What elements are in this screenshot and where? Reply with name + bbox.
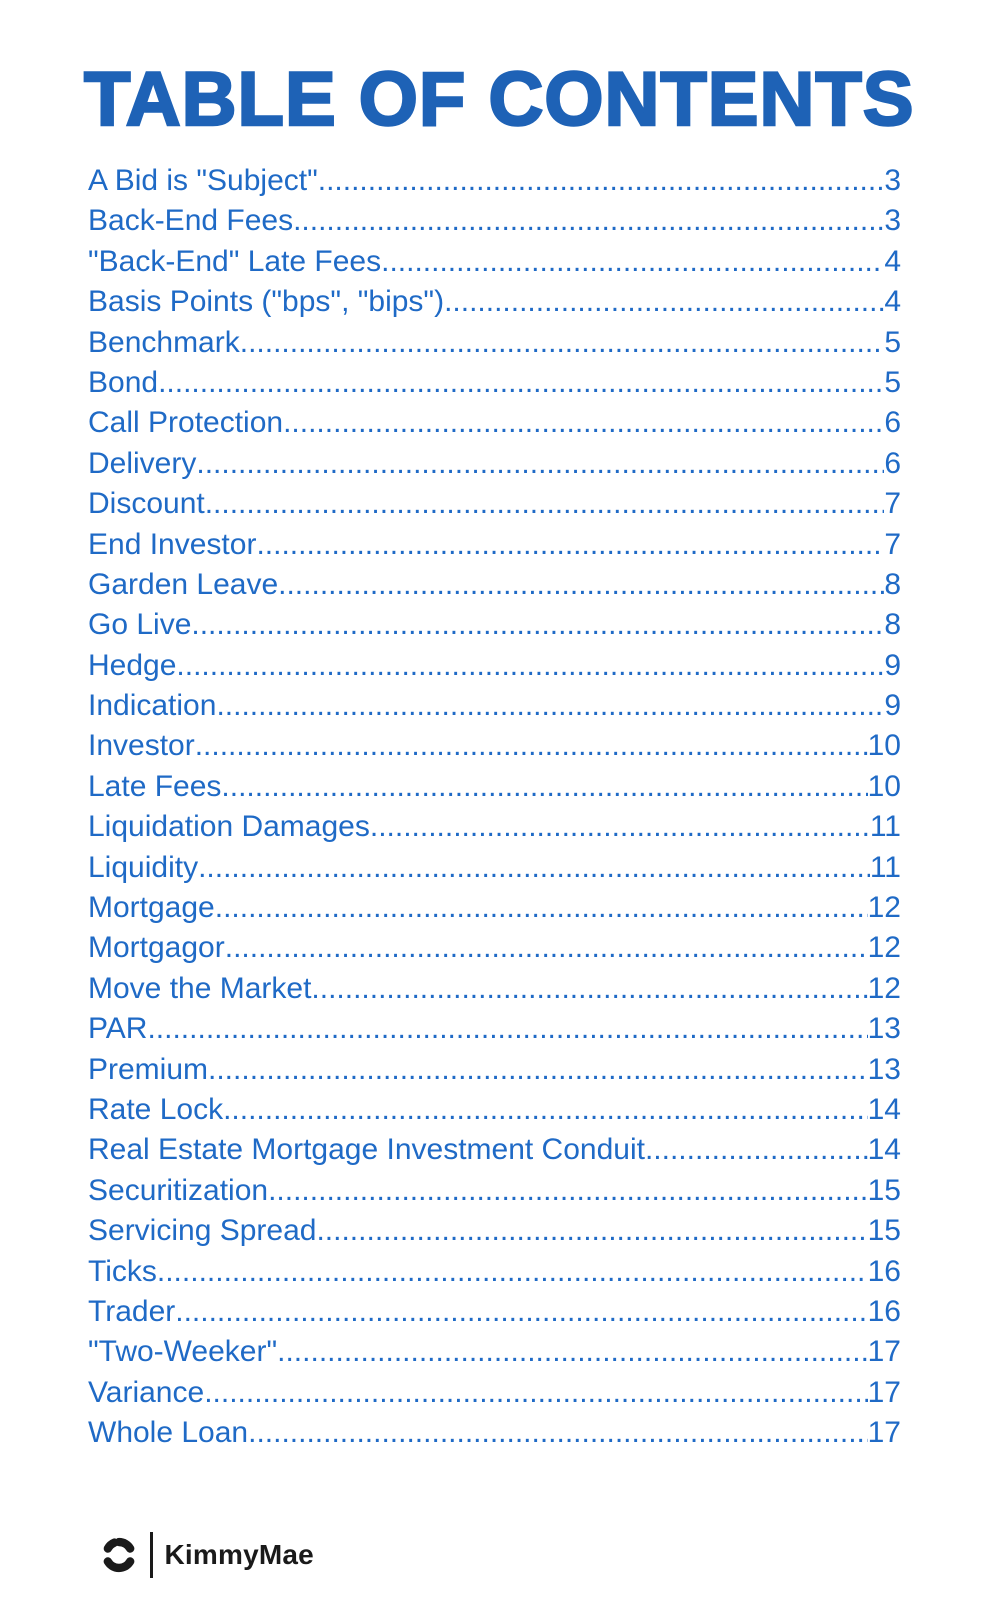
toc-entry-leader — [195, 729, 868, 763]
toc-entry-page: 11 — [869, 850, 901, 884]
toc-entry-leader — [318, 164, 885, 198]
toc-entry — [88, 729, 901, 769]
toc-entry — [88, 326, 901, 366]
toc-entry-leader — [268, 1174, 868, 1208]
toc-entry-label: Liquidation Damages — [88, 810, 370, 844]
toc-entry-leader — [198, 851, 870, 885]
toc-entry-leader — [191, 608, 884, 642]
toc-entry-label: Real Estate Mortgage Investment Conduit — [88, 1133, 645, 1167]
toc-entry-label: A Bid is "Subject" — [88, 164, 318, 197]
toc-entry — [88, 285, 901, 325]
toc-entry — [88, 689, 901, 729]
toc-entry — [88, 649, 901, 689]
toc-entry-label: Move the Market — [88, 971, 312, 1005]
toc-entry-leader — [175, 1295, 867, 1329]
toc-entry-leader — [278, 568, 884, 602]
toc-entry-leader — [248, 1416, 868, 1450]
toc-entry — [88, 972, 901, 1012]
toc-entry-page: 3 — [884, 164, 901, 197]
toc-entry — [88, 1012, 901, 1052]
toc-entry — [88, 164, 901, 204]
toc-entry-page: 4 — [884, 244, 901, 278]
toc-entry — [88, 1093, 901, 1133]
toc-entry-label: Call Protection — [88, 406, 284, 440]
toc-entry-label: End Investor — [88, 527, 257, 561]
toc-entry — [88, 366, 901, 406]
toc-entry — [88, 891, 901, 931]
toc-entry-leader — [158, 366, 884, 400]
toc-entry-page: 12 — [867, 891, 901, 925]
toc-entry — [88, 1053, 901, 1093]
toc-entry — [88, 608, 901, 648]
toc-entry — [88, 1335, 901, 1375]
toc-entry-page: 6 — [884, 406, 901, 440]
toc-entry — [88, 770, 901, 810]
toc-entry — [88, 528, 901, 568]
toc-entry — [88, 204, 901, 244]
toc-entry-leader — [223, 1093, 868, 1127]
toc-entry — [88, 1214, 901, 1254]
toc-entry-label: Variance — [88, 1375, 205, 1409]
toc-entry-page: 14 — [867, 1092, 901, 1126]
toc-entry-page: 7 — [884, 487, 901, 521]
toc-entry-leader — [196, 447, 884, 481]
toc-entry — [88, 1133, 901, 1173]
toc-entry — [88, 487, 901, 527]
toc-entry-page: 15 — [867, 1214, 901, 1248]
toc-entry-label: Mortgagor — [88, 931, 225, 965]
toc-entry — [88, 568, 901, 608]
toc-entry-label: Hedge — [88, 648, 177, 682]
toc-entry-leader — [147, 1012, 867, 1046]
toc-entry-page: 6 — [884, 446, 901, 480]
toc-entry-label: Liquidity — [88, 850, 199, 884]
toc-entry-leader — [176, 649, 884, 683]
toc-entry-label: Ticks — [88, 1254, 157, 1288]
toc-entry-label: Securitization — [88, 1173, 269, 1207]
toc-entry — [88, 447, 901, 487]
toc-entry-page: 5 — [884, 365, 901, 399]
toc-entry-leader — [240, 326, 885, 360]
pinwheel-icon — [100, 1536, 138, 1574]
toc-entry-label: Delivery — [88, 446, 197, 480]
toc-entry-page: 17 — [867, 1416, 901, 1450]
toc-entry-leader — [311, 972, 867, 1006]
toc-entry-label: Indication — [88, 689, 217, 723]
toc-entry-label: Trader — [88, 1294, 176, 1328]
toc-entry-leader — [370, 810, 870, 844]
toc-entry-page: 9 — [884, 648, 901, 682]
toc-entry-label: Servicing Spread — [88, 1214, 317, 1248]
toc-list — [88, 164, 901, 1457]
toc-entry-leader — [256, 528, 884, 562]
toc-entry-label: Investor — [88, 729, 195, 763]
toc-entry-page: 14 — [867, 1133, 901, 1167]
footer-divider — [150, 1532, 153, 1578]
toc-entry-label: Garden Leave — [88, 567, 279, 601]
toc-entry-label: Bond — [88, 365, 159, 399]
toc-entry-label: Mortgage — [88, 891, 215, 925]
toc-entry — [88, 1174, 901, 1214]
toc-entry-label: Premium — [88, 1052, 209, 1086]
toc-entry-leader — [293, 204, 884, 238]
toc-entry-page: 4 — [884, 285, 901, 319]
toc-entry — [88, 245, 901, 285]
toc-entry — [88, 406, 901, 446]
toc-entry-leader — [208, 1053, 868, 1087]
toc-entry-leader — [283, 406, 884, 440]
toc-entry-label: Whole Loan — [88, 1416, 249, 1450]
toc-entry — [88, 1255, 901, 1295]
toc-entry — [88, 931, 901, 971]
toc-entry-label: Rate Lock — [88, 1092, 224, 1126]
page-title: TABLE OF CONTENTS — [84, 57, 915, 142]
toc-entry-label: Go Live — [88, 608, 192, 642]
toc-entry-page: 3 — [884, 204, 901, 238]
toc-entry-leader — [157, 1255, 868, 1289]
toc-entry-page: 15 — [867, 1173, 901, 1207]
toc-entry — [88, 851, 901, 891]
toc-entry-label: Basis Points ("bps", "bips") — [88, 285, 445, 319]
footer — [100, 1532, 314, 1578]
toc-entry-label: "Back-End" Late Fees — [88, 244, 382, 278]
toc-entry-label: Late Fees — [88, 769, 222, 803]
toc-entry-label: Back-End Fees — [88, 204, 294, 238]
toc-entry-page: 10 — [867, 769, 901, 803]
toc-entry-leader — [204, 1376, 867, 1410]
toc-entry-page: 7 — [884, 527, 901, 561]
toc-entry-label: Benchmark — [88, 325, 240, 359]
toc-entry-leader — [645, 1133, 868, 1167]
toc-entry-page: 8 — [884, 567, 901, 601]
toc-entry-page: 16 — [867, 1294, 901, 1328]
toc-entry-leader — [216, 689, 884, 723]
toc-entry-leader — [221, 770, 867, 804]
toc-entry-leader — [225, 931, 868, 965]
brand-name: KimmyMae — [164, 1539, 314, 1570]
toc-entry — [88, 810, 901, 850]
toc-entry-label: "Two-Weeker" — [88, 1335, 278, 1369]
toc-entry — [88, 1416, 901, 1456]
toc-entry-leader — [444, 285, 884, 319]
toc-entry-leader — [205, 487, 885, 521]
toc-entry-page: 10 — [867, 729, 901, 763]
toc-entry-page: 8 — [884, 608, 901, 642]
toc-entry-label: PAR — [88, 1012, 148, 1046]
toc-entry-page: 12 — [867, 971, 901, 1005]
toc-entry — [88, 1295, 901, 1335]
toc-entry-leader — [381, 245, 884, 279]
toc-entry-leader — [277, 1335, 867, 1369]
toc-entry-page: 9 — [884, 689, 901, 723]
toc-entry-page: 13 — [867, 1012, 901, 1046]
toc-entry-page: 12 — [867, 931, 901, 965]
toc-entry-page: 11 — [869, 810, 901, 844]
toc-entry-page: 13 — [867, 1052, 901, 1086]
toc-entry-page: 5 — [884, 325, 901, 359]
toc-entry — [88, 1376, 901, 1416]
toc-entry-leader — [316, 1214, 867, 1248]
toc-entry-page: 17 — [867, 1335, 901, 1369]
toc-entry-page: 17 — [867, 1375, 901, 1409]
toc-entry-page: 16 — [867, 1254, 901, 1288]
toc-entry-label: Discount — [88, 487, 205, 521]
toc-entry-leader — [215, 891, 868, 925]
